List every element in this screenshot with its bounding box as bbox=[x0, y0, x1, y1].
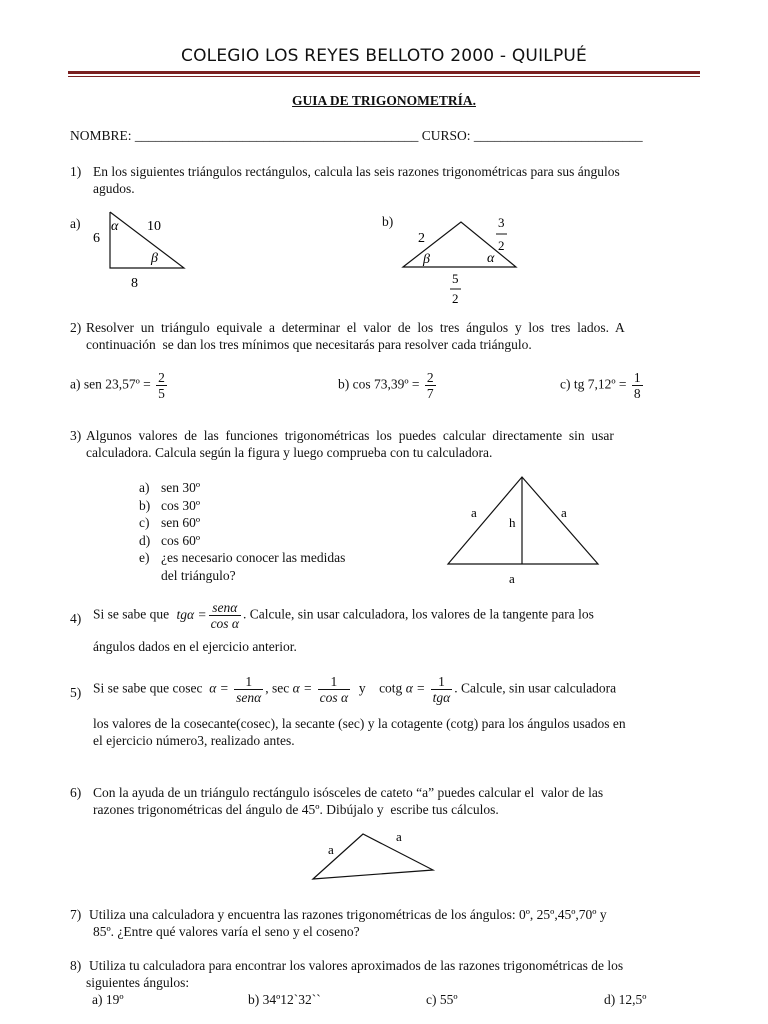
q2b-expression bbox=[338, 370, 438, 401]
q3-height-label: h bbox=[509, 515, 516, 530]
q4-lhs: tgα = bbox=[176, 606, 207, 622]
q1b-side-bottom-num: 5 bbox=[452, 271, 459, 286]
q1a-alpha: α bbox=[111, 219, 119, 234]
q4-line1 bbox=[93, 600, 700, 631]
q2b-den: 7 bbox=[426, 386, 434, 401]
q3-item-d-text: cos 60º bbox=[161, 532, 201, 548]
q3-base-label: a bbox=[509, 571, 515, 586]
q8-number: 8) bbox=[70, 958, 82, 973]
q5-f2-den: cos α bbox=[319, 690, 349, 705]
q1a-side-hyp: 10 bbox=[147, 219, 161, 234]
q4-line2: ángulos dados en el ejercicio anterior. bbox=[93, 639, 297, 654]
q5-mid2: y cotg bbox=[358, 680, 403, 696]
q3-side-left: a bbox=[471, 505, 477, 520]
q3-equilateral-triangle bbox=[440, 470, 610, 590]
q2c-num: 1 bbox=[633, 370, 641, 385]
q3-item-c-label: c) bbox=[139, 515, 150, 530]
q2a-expression bbox=[70, 370, 169, 401]
q2c-expression bbox=[560, 370, 645, 401]
q6-text-line2: razones trigonométricas del ángulo de 45º. Dibújalo y escribe tus cálculos. bbox=[93, 802, 499, 817]
q5-f2-num: 1 bbox=[318, 674, 350, 690]
q2b-fraction bbox=[425, 370, 436, 401]
q5-number: 5) bbox=[70, 685, 82, 700]
q5-f3-num: 1 bbox=[431, 674, 453, 690]
q2a-fraction bbox=[156, 370, 167, 401]
q5-line1 bbox=[93, 674, 700, 705]
q1a-side-bottom: 8 bbox=[131, 276, 138, 291]
q4-frac-den: cos α bbox=[210, 616, 240, 631]
q3-item-c-text: sen 60º bbox=[161, 515, 201, 530]
school-name: COLEGIO LOS REYES BELLOTO 2000 - QUILPUÉ bbox=[181, 46, 587, 66]
q8-text-line2: siguientes ángulos: bbox=[86, 975, 190, 990]
q2-text-line1: Resolver un triángulo equivale a determinar el valor de los tres ángulos y los tres lados. A bbox=[86, 320, 625, 335]
page-title: GUIA DE TRIGONOMETRÍA. bbox=[292, 93, 476, 108]
q4-post: . Calcule, sin usar calculadora, los valores de la tangente para los bbox=[243, 606, 594, 622]
q2b-num: 2 bbox=[426, 370, 434, 385]
q2-text-line2: continuación se dan los tres mínimos que necesitarás para resolver cada triángulo. bbox=[86, 337, 532, 352]
q1b-label: b) bbox=[382, 214, 394, 229]
q7-text-line2: 85º. ¿Entre qué valores varía el seno y el coseno? bbox=[93, 924, 360, 939]
q5-pre: Si se sabe que cosec bbox=[93, 680, 203, 696]
q4-frac-num: senα bbox=[209, 600, 241, 616]
q3-item-e-text: ¿es necesario conocer las medidas bbox=[161, 550, 346, 565]
q4-pre: Si se sabe que bbox=[93, 606, 170, 622]
q1b-side-right-den: 2 bbox=[498, 238, 505, 253]
q6-number: 6) bbox=[70, 785, 82, 800]
q1-number: 1) bbox=[70, 164, 82, 179]
q8-text-line1: Utiliza tu calculadora para encontrar los valores aproximados de las razones trigonométricas de los bbox=[89, 958, 624, 973]
q6-side-left: a bbox=[328, 842, 334, 857]
q8-item-c: c) 55º bbox=[426, 992, 458, 1007]
q2b-lhs: b) cos 73,39º = bbox=[338, 376, 420, 392]
q5-mid1: , sec bbox=[265, 680, 290, 696]
q1a-side-left: 6 bbox=[93, 231, 100, 246]
q5-f1-den: senα bbox=[236, 690, 262, 705]
q2c-lhs: c) tg 7,12º = bbox=[560, 376, 627, 392]
q1a-triangle bbox=[85, 205, 205, 300]
q3-item-e-label: e) bbox=[139, 550, 150, 565]
q6-text-line1: Con la ayuda de un triángulo rectángulo isósceles de cateto “a” puedes calcular el valor de las bbox=[93, 785, 604, 800]
q3-item-c bbox=[139, 514, 345, 532]
q1-text-line1: En los siguientes triángulos rectángulos, calcula las seis razones trigonométricas para sus ángulos bbox=[93, 164, 620, 179]
q8-item-d: d) 12,5º bbox=[604, 992, 647, 1007]
q5-line2: los valores de la cosecante(cosec), la secante (sec) y la cotagente (cotg) para los ángulos usados en bbox=[93, 716, 626, 731]
q3-item-d-label: d) bbox=[139, 532, 151, 548]
q5-eq1: α = bbox=[209, 680, 229, 696]
q7-text-line1: Utiliza una calculadora y encuentra las razones trigonométricas de los ángulos: 0º, 25º,45º,70º y bbox=[89, 907, 607, 922]
q2c-fraction bbox=[632, 370, 643, 401]
q6-isosceles-triangle bbox=[305, 825, 445, 887]
q7-number: 7) bbox=[70, 907, 82, 922]
q1b-side-right-num: 3 bbox=[498, 215, 505, 230]
q3-item-b-text: cos 30º bbox=[161, 497, 201, 513]
q1-text-line2: agudos. bbox=[93, 181, 135, 196]
q5-line3: el ejercicio número3, realizado antes. bbox=[93, 733, 295, 748]
q5-frac3 bbox=[431, 674, 453, 705]
q5-f3-den: tgα bbox=[432, 690, 451, 705]
q1b-side-bottom-den: 2 bbox=[452, 291, 459, 306]
q3-item-d bbox=[139, 532, 345, 550]
q1b-alpha: α bbox=[487, 251, 495, 266]
q2-number: 2) bbox=[70, 320, 82, 335]
q2c-den: 8 bbox=[633, 386, 641, 401]
q5-post: . Calcule, sin usar calculadora bbox=[454, 680, 617, 696]
q1b-beta: β bbox=[423, 252, 430, 267]
q3-triangle-shape bbox=[448, 477, 598, 564]
q5-eq2: α = bbox=[292, 680, 313, 696]
q3-item-b bbox=[139, 497, 345, 515]
q4-number: 4) bbox=[70, 611, 82, 626]
q3-item-b-label: b) bbox=[139, 497, 151, 513]
q3-number: 3) bbox=[70, 428, 82, 443]
q5-frac1 bbox=[234, 674, 263, 705]
q3-side-right: a bbox=[561, 505, 567, 520]
q1a-label: a) bbox=[70, 216, 81, 231]
q8-item-a: a) 19º bbox=[92, 992, 124, 1007]
q3-item-a-text: sen 30º bbox=[161, 480, 201, 495]
q8-item-b: b) 34º12`32`` bbox=[248, 992, 321, 1007]
q3-item-e bbox=[139, 549, 345, 567]
q3-text-line1: Algunos valores de las funciones trigonométricas los puedes calcular directamente sin usar bbox=[86, 428, 614, 443]
q1a-beta: β bbox=[151, 251, 158, 266]
q1b-side-left: 2 bbox=[418, 231, 425, 246]
q4-fraction bbox=[209, 600, 241, 631]
q5-frac2 bbox=[318, 674, 350, 705]
q2a-num: 2 bbox=[158, 370, 165, 385]
q3-list bbox=[139, 479, 345, 584]
q3-item-a-label: a) bbox=[139, 480, 150, 495]
header-rule-thin bbox=[68, 76, 700, 77]
q2a-den: 5 bbox=[158, 386, 165, 401]
q2a-lhs: a) sen 23,57º = bbox=[70, 376, 151, 392]
q3-text-line2: calculadora. Calcula según la figura y luego comprueba con tu calculadora. bbox=[86, 445, 493, 460]
q1b-triangle bbox=[395, 210, 530, 310]
q3-item-a bbox=[139, 479, 345, 497]
name-course-field[interactable]: NOMBRE: __________________________________________ CURSO: _________________________ bbox=[70, 128, 643, 143]
header-rule-thick bbox=[68, 71, 700, 74]
q5-eq3: α = bbox=[405, 680, 426, 696]
q3-item-e-cont: del triángulo? bbox=[161, 567, 236, 583]
q6-side-right: a bbox=[396, 829, 402, 844]
q5-f1-num: 1 bbox=[234, 674, 263, 690]
